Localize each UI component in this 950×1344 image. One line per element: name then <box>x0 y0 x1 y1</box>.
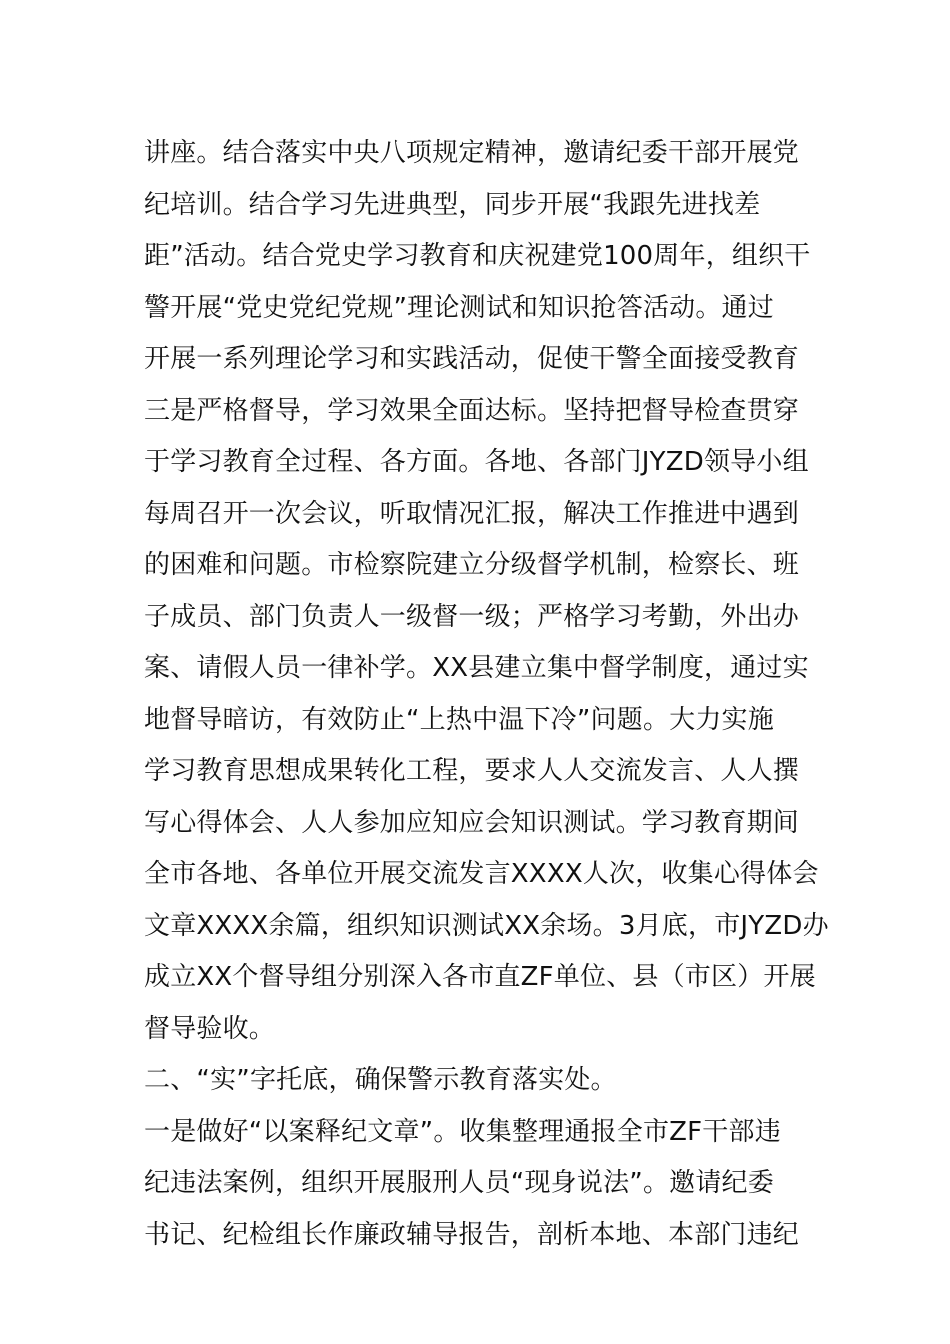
text-line-9: 的困难和问题。市检察院建立分级督学机制，检察长、班 <box>144 550 800 580</box>
text-line-18: 督导验收。 <box>144 1013 276 1044</box>
text-line-8: 每周召开一次会议，听取情况汇报，解决工作推进中遇到 <box>144 498 800 529</box>
section-heading: 二、“实”字托底，确保警示教育落实处。 <box>144 1065 617 1095</box>
text-line-7: 于学习教育全过程、各方面。各地、各部门JYZD领导小组 <box>144 447 809 477</box>
text-line-11: 案、请假人员一律补学。XX县建立集中督学制度，通过实 <box>144 653 809 683</box>
text-line-3: 距”活动。结合党史学习教育和庆祝建党100周年，组织干 <box>144 241 811 271</box>
text-line-6: 三是严格督导，学习效果全面达标。坚持把督导检查贯穿 <box>144 395 800 426</box>
text-line-10: 子成员、部门负责人一级督一级；严格学习考勤，外出办 <box>144 601 800 632</box>
text-line-20: 一是做好“以案释纪文章”。收集整理通报全市ZF干部违 <box>144 1116 781 1147</box>
text-line-22: 书记、纪检组长作廉政辅导报告，剖析本地、本部门违纪 <box>144 1219 800 1250</box>
text-line-12: 地督导暗访，有效防止“上热中温下冷”问题。大力实施 <box>144 704 774 735</box>
text-line-1: 讲座。结合落实中央八项规定精神，邀请纪委干部开展党 <box>144 138 800 168</box>
text-line-2: 纪培训。结合学习先进典型，同步开展“我跟先进找差 <box>144 189 761 220</box>
text-line-4: 警开展“党史党纪党规”理论测试和知识抢答活动。通过 <box>144 292 774 323</box>
text-line-15: 全市各地、各单位开展交流发言XXXX人次，收集心得体会 <box>144 859 819 889</box>
text-line-21: 纪违法案例，组织开展服刑人员“现身说法”。邀请纪委 <box>144 1168 774 1198</box>
text-line-13: 学习教育思想成果转化工程，要求人人交流发言、人人撰 <box>144 756 800 786</box>
text-line-16: 文章XXXX余篇，组织知识测试XX余场。3月底，市JYZD办 <box>144 910 829 941</box>
text-line-14: 写心得体会、人人参加应知应会知识测试。学习教育期间 <box>144 807 800 838</box>
text-line-5: 开展一系列理论学习和实践活动，促使干警全面接受教育 <box>144 344 800 374</box>
body-text <box>144 128 829 1261</box>
text-line-17: 成立XX个督导组分别深入各市直ZF单位、县（市区）开展 <box>144 962 816 992</box>
